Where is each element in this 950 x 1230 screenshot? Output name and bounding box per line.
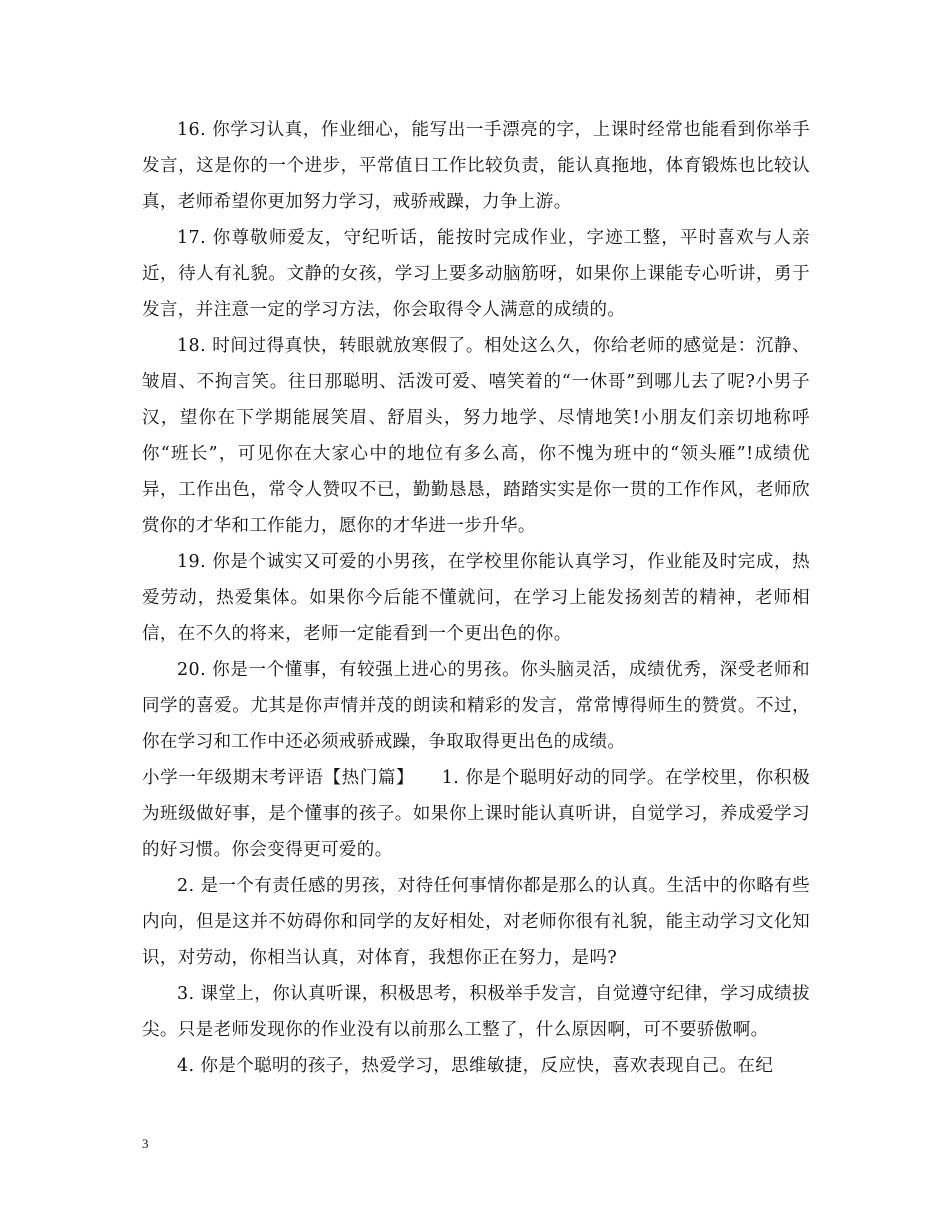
paragraph-20: 20. 你是一个懂事，有较强上进心的男孩。你头脑灵活，成绩优秀，深受老师和同学的喜爱。尤其是你声情并茂的朗读和精彩的发言，常常博得师生的赞赏。不过，你在学习和工作中还必须戒骄戒躁，争取取得更出色的成绩。: [142, 660, 810, 752]
paragraph-17: 17. 你尊敬师爱友，守纪听话，能按时完成作业，字迹工整，平时喜欢与人亲近，待人有礼貌。文静的女孩，学习上要多动脑筋呀，如果你上课能专心听讲，勇于发言，并注意一定的学习方法，你会取得令人满意的成绩的。: [142, 228, 810, 320]
page-number: 3: [142, 1136, 149, 1151]
paragraph-4: 4. 你是个聪明的孩子，热爱学习，思维敏捷，反应快，喜欢表现自己。在纪: [177, 1056, 774, 1076]
paragraph-3: 3. 课堂上，你认真听课，积极思考，积极举手发言，自觉遵守纪律，学习成绩拔尖。只是老师发现你的作业没有以前那么工整了，什么原因啊，可不要骄傲啊。: [142, 984, 810, 1040]
section-heading-paragraph-1: 小学一年级期末考评语【热门篇】 1. 你是个聪明好动的同学。在学校里，你积极为班级做好事，是个懂事的孩子。如果你上课时能认真听讲，自觉学习，养成爱学习的好习惯。你会变得更可爱的。: [142, 768, 810, 860]
paragraph-16: 16. 你学习认真，作业细心，能写出一手漂亮的字，上课时经常也能看到你举手发言，这是你的一个进步，平常值日工作比较负责，能认真拖地，体育锻炼也比较认真，老师希望你更加努力学习，戒骄戒躁，力争上游。: [142, 120, 810, 212]
paragraph-18: 18. 时间过得真快，转眼就放寒假了。相处这么久，你给老师的感觉是：沉静、皱眉、不拘言笑。往日那聪明、活泼可爱、嘻笑着的“一休哥”到哪儿去了呢?小男子汉，望你在下学期能展笑眉、舒眉头，努力地学、尽情地笑!小朋友们亲切地称呼你“班长”，可见你在大家心中的地位有多么高，你不愧为班中的“领头雁”!成绩优异，工作出色，常令人赞叹不已，勤勤恳恳，踏踏实实是你一贯的工作作风，老师欣赏你的才华和工作能力，愿你的才华进一步升华。: [142, 336, 810, 536]
document-body: [142, 112, 810, 1084]
paragraph-19: 19. 你是个诚实又可爱的小男孩，在学校里你能认真学习，作业能及时完成，热爱劳动，热爱集体。如果你今后能不懂就问，在学习上能发扬刻苦的精神，老师相信，在不久的将来，老师一定能看到一个更出色的你。: [142, 552, 810, 644]
paragraph-2: 2. 是一个有责任感的男孩，对待任何事情你都是那么的认真。生活中的你略有些内向，但是这并不妨碍你和同学的友好相处，对老师你很有礼貌，能主动学习文化知识，对劳动，你相当认真，对体育，我想你正在努力，是吗?: [142, 876, 810, 968]
